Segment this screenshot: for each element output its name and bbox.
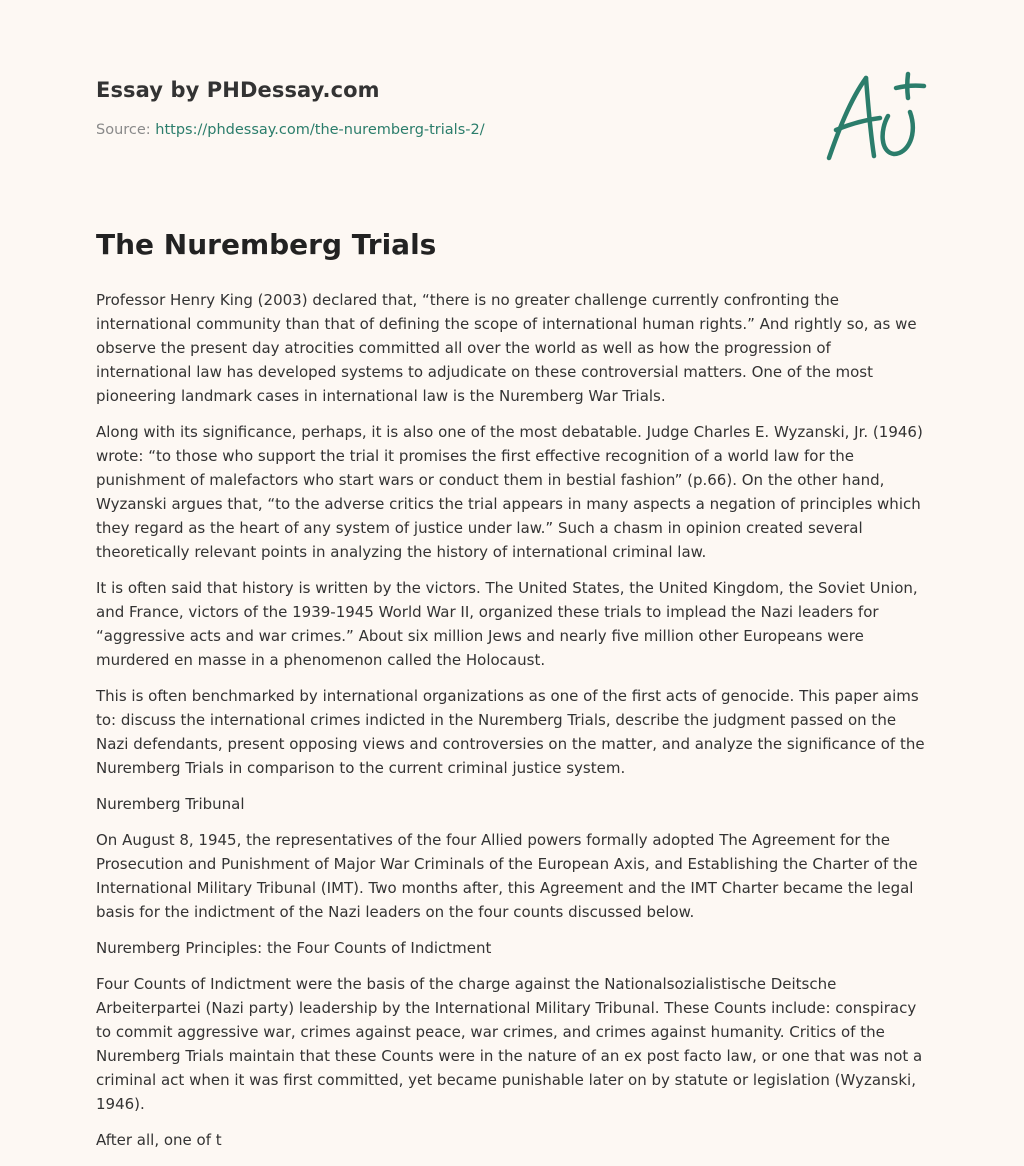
a-plus-logo-icon [822, 68, 928, 166]
site-title: Essay by PHDessay.com [96, 78, 380, 102]
source-line [96, 120, 796, 140]
paragraph: Along with its significance, perhaps, it is also one of the most debatable. Judge Charles E. Wyzanski, Jr. (1946) wrote: “to those who support the trial it promises the first effective recognition of a world law for the punishment of malefactors who start wars or conduct them in bestial fashion” (p.66). On the other hand, Wyzanski argues that, “to the adverse critics the trial appears in many aspects a negation of principles which they regard as the heart of any system of justice under law.” Such a chasm in opinion created several theoretically relevant points in analyzing the history of international criminal law. [96, 423, 923, 561]
essay-title: The Nuremberg Trials [96, 228, 437, 261]
paragraph: On August 8, 1945, the representatives of the four Allied powers formally adopted The Agreement for the Prosecution and Punishment of Major War Criminals of the European Axis, and Establishing the Charter of the International Military Tribunal (IMT). Two months after, this Agreement and the IMT Charter became the legal basis for the indictment of the Nazi leaders on the four counts discussed below. [96, 831, 918, 921]
section-heading: Nuremberg Tribunal [96, 795, 245, 813]
paragraph: Four Counts of Indictment were the basis of the charge against the Nationalsozialistische Deitsche Arbeiterpartei (Nazi party) leadership by the International Military Tribunal. These Counts include: conspiracy to commit aggressive war, crimes against peace, war crimes, and crimes against humanity. Critics of the Nuremberg Trials maintain that these Counts were in the nature of an ex post facto law, or one that was not a criminal act when it was first committed, yet became punishable later on by statute or legislation (Wyzanski, 1946). [96, 975, 923, 1113]
paragraph: After all, one of t [96, 1131, 222, 1149]
source-link[interactable]: https://phdessay.com/the-nuremberg-trials-2/ [155, 122, 485, 138]
essay-content [96, 224, 930, 1164]
paragraph: This is often benchmarked by international organizations as one of the first acts of genocide. This paper aims to: discuss the international crimes indicted in the Nuremberg Trials, describe the judgment passed on the Nazi defendants, present opposing views and controversies on the matter, and analyze the significance of the Nuremberg Trials in comparison to the current criminal justice system. [96, 687, 925, 777]
paragraph: Professor Henry King (2003) declared that, “there is no greater challenge currently confronting the international community than that of defining the scope of international human rights.” And rightly so, as we observe the present day atrocities committed all over the world as well as how the progression of international law has developed systems to adjudicate on these controversial matters. One of the most pioneering landmark cases in international law is the Nuremberg War Trials. [96, 291, 917, 405]
paragraph: It is often said that history is written by the victors. The United States, the United Kingdom, the Soviet Union, and France, victors of the 1939-1945 World War II, organized these trials to implead the Nazi leaders for “aggressive acts and war crimes.” About six million Jews and nearly five million other Europeans were murdered en masse in a phenomenon called the Holocaust. [96, 579, 918, 669]
page-header [96, 72, 796, 140]
source-label: Source: [96, 122, 156, 138]
section-heading: Nuremberg Principles: the Four Counts of Indictment [96, 939, 492, 957]
